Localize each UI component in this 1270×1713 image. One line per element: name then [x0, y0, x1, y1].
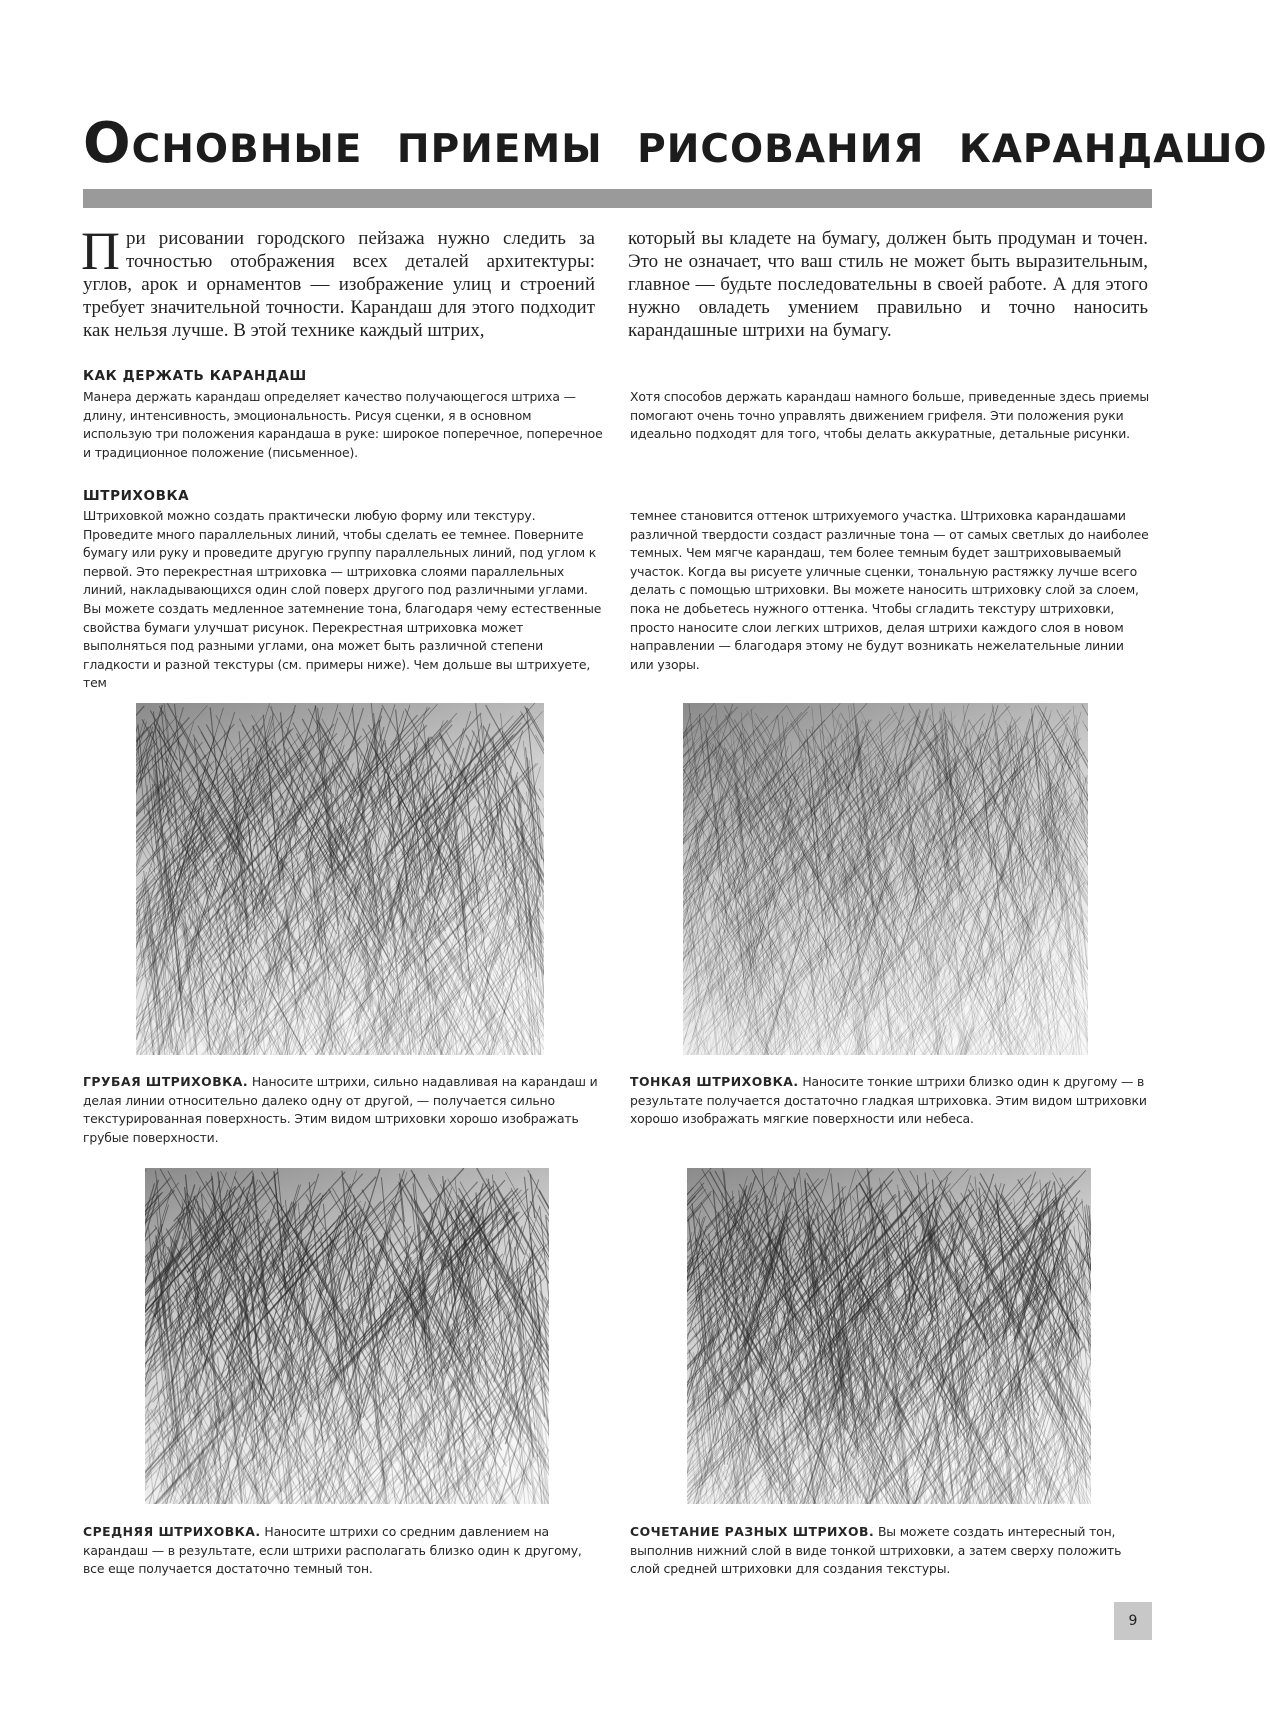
title-rule: [83, 189, 1152, 208]
page-title: Основные приемы рисования карандашом: [83, 111, 1270, 176]
medium-hatching-image: [145, 1168, 549, 1504]
holding-pencil-text-right: Хотя способов держать карандаш намного больше, приведенные здесь приемы помогают очень точно управлять движением грифеля. Эти положения руки идеально подходят для того, чтобы делать аккуратные, детальные рисунки.: [630, 389, 1150, 442]
heading-holding-pencil: КАК ДЕРЖАТЬ КАРАНДАШ: [83, 368, 307, 384]
intro-text-1: ри рисовании городского пейзажа нужно следить за точностью отображения всех деталей архитектуры: углов, арок и орнаментов — изображение улиц и строений требует значительной точности. Карандаш для этого подходит как нельзя лучше. В этой технике каждый штрих,: [83, 228, 595, 341]
caption-coarse-label: ГРУБАЯ ШТРИХОВКА.: [83, 1074, 249, 1089]
intro-column-2: который вы кладете на бумагу, должен быть продуман и точен. Это не означает, что ваш стиль не может быть выразительным, главное — будьте последовательны в своей работе. А для этого нужно овладеть умением правильно и точно наносить карандашные штрихи на бумагу.: [628, 228, 1148, 341]
hatching-text-right: темнее становится оттенок штрихуемого участка. Штриховка карандашами различной твердости создаст различные тона — от самых светлых до наиболее темных. Чем мягче карандаш, тем более темным будет заштриховываемый участок. Когда вы рисуете уличные сценки, тональную растяжку лучше всего делать с помощью штриховки. Вы можете наносить штриховку слой за слоем, пока не добьетесь нужного оттенка. Чтобы сгладить текстуру штриховки, просто наносите слои легких штрихов, делая штрихи каждого слоя в новом направлении — благодаря этому не будут возникать нежелательные линии или узоры.: [630, 508, 1149, 672]
hatching-strokes: [136, 703, 544, 1055]
drop-cap: П: [81, 221, 120, 281]
caption-medium-label: СРЕДНЯЯ ШТРИХОВКА.: [83, 1524, 261, 1539]
caption-fine-hatching: [630, 1073, 1150, 1129]
caption-medium-text: Наносите штрихи со средним давлением на карандаш — в результате, если штрихи располагать близко один к другому, все еще получается достаточно темный тон.: [83, 1524, 582, 1577]
combined-hatching-image: [687, 1168, 1091, 1504]
caption-combined-hatching: [630, 1523, 1150, 1579]
hatching-strokes: [683, 703, 1088, 1055]
hatching-text-left: Штриховкой можно создать практически любую форму или текстуру. Проведите много параллельных линий, чтобы сделать ее темнее. Поверните бумагу или руку и проведите другую группу параллельных линий, под углом к первой. Это перекрестная штриховка — штриховка слоями параллельных линий, накладывающихся один слой поверх другого под различными углами. Вы можете создать медленное затемнение тона, благодаря чему естественные свойства бумаги улучшат рисунок. Перекрестная штриховка может выполняться под разными углами, она может быть различной степени гладкости и разной текстуры (см. примеры ниже). Чем дольше вы штрихуете, тем: [83, 508, 602, 691]
coarse-hatching-image: [136, 703, 544, 1055]
caption-medium-hatching: [83, 1523, 603, 1579]
caption-combined-text: Вы можете создать интересный тон, выполнив нижний слой в виде тонкой штриховки, а затем сверху положить слой средней штриховки для создания текстуры.: [630, 1524, 1122, 1577]
caption-fine-label: ТОНКАЯ ШТРИХОВКА.: [630, 1074, 799, 1089]
intro-column-1: [81, 221, 595, 342]
caption-fine-text: Наносите тонкие штрихи близко один к другому — в результате получается достаточно гладкая штриховка. Этим видом штриховки хорошо изображать мягкие поверхности или небеса.: [630, 1074, 1147, 1127]
heading-hatching: ШТРИХОВКА: [83, 488, 190, 504]
hatching-strokes: [145, 1168, 549, 1504]
holding-pencil-text-left: Манера держать карандаш определяет качество получающегося штриха — длину, интенсивность, эмоциональность. Рисуя сценки, я в основном использую три положения карандаша в руке: широкое поперечное, поперечное и традиционное положение (письменное).: [83, 389, 603, 460]
fine-hatching-image: [683, 703, 1088, 1055]
page-number: 9: [1114, 1602, 1152, 1640]
caption-coarse-hatching: [83, 1073, 603, 1147]
caption-combined-label: СОЧЕТАНИЕ РАЗНЫХ ШТРИХОВ.: [630, 1524, 875, 1539]
hatching-strokes: [687, 1168, 1091, 1504]
caption-coarse-text: Наносите штрихи, сильно надавливая на карандаш и делая линии относительно далеко одну от другой, — получается сильно текстурированная поверхность. Этим видом штриховки хорошо изображать грубые поверхности.: [83, 1074, 598, 1145]
